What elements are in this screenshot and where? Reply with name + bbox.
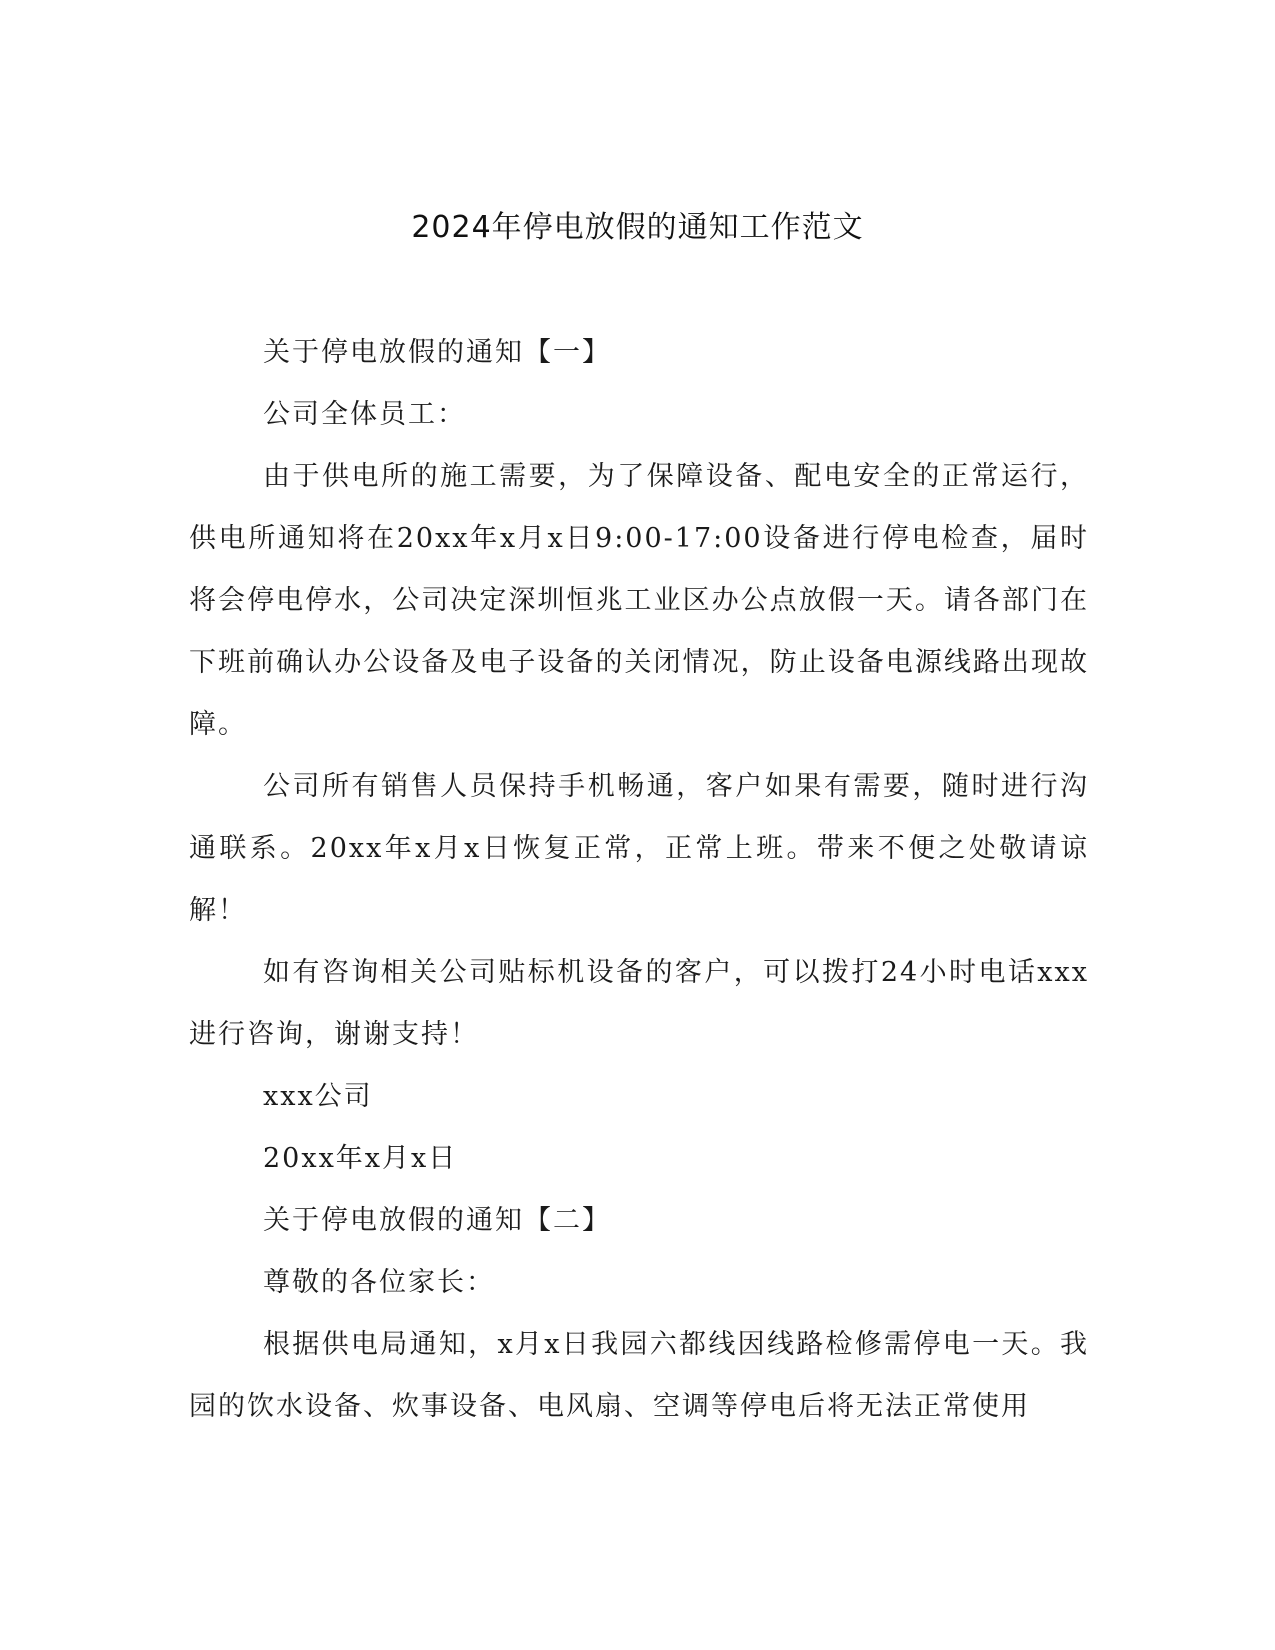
notice-one-paragraph-1: 由于供电所的施工需要，为了保障设备、配电安全的正常运行，供电所通知将在20xx年x月x日9:00-17:00设备进行停电检查，届时将会停电停水，公司决定深圳恒兆工业区办公点放假一天。请各部门在下班前确认办公设备及电子设备的关闭情况，防止设备电源线路出现故障。 — [189, 461, 1089, 740]
notice-one-date: 20xx年x月x日 — [263, 1143, 458, 1174]
notice-one-salutation: 公司全体员工： — [263, 399, 466, 430]
notice-two-heading: 关于停电放假的通知【二】 — [263, 1205, 611, 1236]
notice-one-paragraph-2: 公司所有销售人员保持手机畅通，客户如果有需要，随时进行沟通联系。20xx年x月x日恢复正常，正常上班。带来不便之处敬请谅解！ — [189, 771, 1089, 926]
notice-two-salutation: 尊敬的各位家长： — [263, 1267, 495, 1298]
notice-two-paragraph-1: 根据供电局通知，x月x日我园六都线因线路检修需停电一天。我园的饮水设备、炊事设备、电风扇、空调等停电后将无法正常使用 — [189, 1329, 1089, 1422]
notice-one-signature: xxx公司 — [263, 1081, 373, 1112]
document-body — [189, 322, 1089, 1438]
document-title: 2024年停电放假的通知工作范文 — [411, 210, 864, 245]
notice-one-heading: 关于停电放假的通知【一】 — [263, 337, 611, 368]
notice-one-paragraph-3: 如有咨询相关公司贴标机设备的客户，可以拨打24小时电话xxx进行咨询，谢谢支持！ — [189, 957, 1089, 1050]
